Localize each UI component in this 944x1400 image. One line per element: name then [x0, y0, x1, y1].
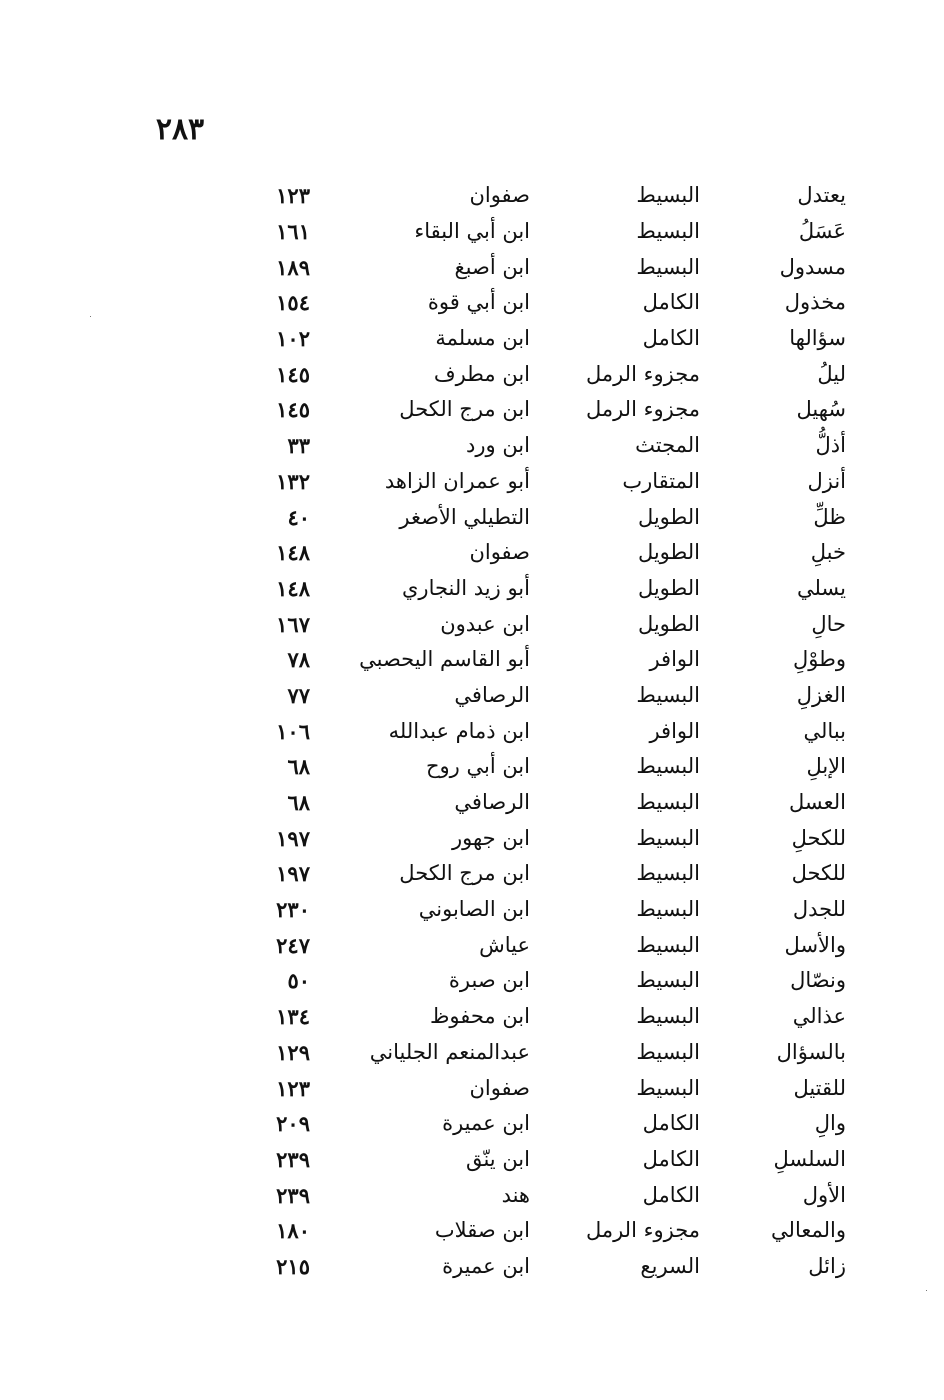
- poet-name: ابن مطرف: [433, 361, 530, 386]
- page-reference: ٢٤٧: [276, 932, 310, 958]
- meter-name: البسيط: [636, 183, 700, 208]
- rhyme-word: العسل: [788, 790, 846, 815]
- poet-name: ابن الصابوني: [418, 897, 530, 922]
- meter-name: البسيط: [636, 897, 700, 922]
- rhyme-word: للكحل: [791, 861, 846, 886]
- rhyme-word: مخذول: [784, 290, 846, 315]
- page-reference: ١٨٩: [276, 254, 310, 280]
- rhyme-word: عَسَلُ: [798, 219, 846, 244]
- poet-name: أبو زيد النجاري: [402, 575, 530, 600]
- meter-name: الطويل: [637, 504, 700, 529]
- rhyme-word: سُهيل: [796, 397, 846, 422]
- rhyme-word: خبلِ: [810, 540, 846, 565]
- meter-name: البسيط: [636, 682, 700, 707]
- meter-name: السريع: [640, 1253, 700, 1278]
- table-row: [200, 749, 860, 785]
- meter-name: الوافر: [649, 718, 700, 743]
- page-reference: ١٢٩: [276, 1039, 310, 1065]
- table-row: [200, 285, 860, 321]
- poet-name: ابن أبي روح: [425, 754, 530, 779]
- page-reference: ١٢٣: [276, 183, 310, 209]
- meter-name: مجزوء الرمل: [585, 361, 700, 386]
- poet-name: ابن صقلاب: [434, 1218, 530, 1243]
- poet-name: أبو عمران الزاهد: [384, 468, 530, 493]
- table-row: [200, 820, 860, 856]
- poet-name: الرصافي: [454, 682, 530, 707]
- page-reference: ٧٨: [287, 647, 310, 673]
- meter-name: البسيط: [636, 254, 700, 279]
- page-reference: ٧٧: [287, 682, 310, 708]
- page-reference: ٣٣: [287, 433, 310, 459]
- rhyme-word: للجدل: [792, 897, 846, 922]
- page-reference: ١٤٥: [276, 397, 310, 423]
- poet-name: ابن عميرة: [442, 1253, 530, 1278]
- table-row: [200, 713, 860, 749]
- table-row: [200, 892, 860, 928]
- page-reference: ٢١٥: [276, 1253, 310, 1279]
- poet-name: عياش: [479, 932, 530, 957]
- rhyme-word: وطوْلِ: [793, 647, 846, 672]
- meter-name: البسيط: [636, 1039, 700, 1064]
- rhyme-word: ببالي: [803, 718, 846, 743]
- rhyme-word: الغزلِ: [796, 682, 846, 707]
- rhyme-word: بالسؤال: [776, 1039, 846, 1064]
- meter-name: الطويل: [637, 540, 700, 565]
- rhyme-word: ونصّال: [790, 968, 846, 993]
- table-row: [200, 249, 860, 285]
- page-reference: ١٠٢: [276, 326, 310, 352]
- meter-name: الكامل: [642, 1182, 700, 1207]
- meter-name: مجزوء الرمل: [585, 397, 700, 422]
- page-reference: ١٤٨: [276, 575, 310, 601]
- table-row: [200, 428, 860, 464]
- table-row: [200, 606, 860, 642]
- rhyme-index-table: [200, 178, 860, 1284]
- rhyme-word: والأسل: [784, 932, 846, 957]
- rhyme-word: أذلُّ: [815, 433, 846, 458]
- table-row: [200, 214, 860, 250]
- table-row: [200, 856, 860, 892]
- table-row: [200, 499, 860, 535]
- rhyme-word: حالِ: [811, 611, 846, 636]
- table-row: [200, 999, 860, 1035]
- poet-name: ابن عبدون: [440, 611, 530, 636]
- rhyme-word: للكحلِ: [791, 825, 846, 850]
- meter-name: الكامل: [642, 290, 700, 315]
- poet-name: ابن عميرة: [442, 1111, 530, 1136]
- poet-name: ابن ينّق: [465, 1146, 530, 1171]
- meter-name: المجتث: [635, 433, 700, 458]
- page-reference: ١٥٤: [276, 290, 310, 316]
- rhyme-word: مسدول: [779, 254, 846, 279]
- page-reference: ١٤٥: [276, 361, 310, 387]
- meter-name: البسيط: [636, 825, 700, 850]
- page-reference: ٦٨: [287, 790, 310, 816]
- poet-name: ابن أصبغ: [454, 254, 530, 279]
- rhyme-word: الإبلِ: [806, 754, 846, 779]
- table-row: [200, 321, 860, 357]
- poet-name: ابن ورد: [466, 433, 530, 458]
- meter-name: الكامل: [642, 1111, 700, 1136]
- poet-name: ابن مرج الكحل: [399, 861, 530, 886]
- page-reference: ١٣٤: [276, 1004, 310, 1030]
- page-reference: ١٨٠: [276, 1218, 310, 1244]
- rhyme-word: عذالي: [792, 1004, 846, 1029]
- rhyme-word: والِ: [814, 1111, 846, 1136]
- table-row: [200, 1213, 860, 1249]
- meter-name: البسيط: [636, 754, 700, 779]
- page-reference: ٤٠: [287, 504, 310, 530]
- meter-name: البسيط: [636, 219, 700, 244]
- page-reference: ١٩٧: [276, 861, 310, 887]
- table-row: [200, 178, 860, 214]
- meter-name: البسيط: [636, 968, 700, 993]
- page-reference: ٢٣٩: [276, 1182, 310, 1208]
- table-row: [200, 1249, 860, 1285]
- poet-name: الرصافي: [454, 790, 530, 815]
- meter-name: البسيط: [636, 1075, 700, 1100]
- page-reference: ١٦١: [276, 219, 310, 245]
- table-row: [200, 785, 860, 821]
- meter-name: الطويل: [637, 611, 700, 636]
- poet-name: صفوان: [469, 1075, 530, 1100]
- poet-name: ابن محفوظ: [429, 1004, 530, 1029]
- meter-name: الوافر: [649, 647, 700, 672]
- meter-name: الكامل: [642, 1146, 700, 1171]
- page-reference: ١٤٨: [276, 540, 310, 566]
- page-reference: ٢٣٩: [276, 1146, 310, 1172]
- poet-name: صفوان: [469, 183, 530, 208]
- page-reference: ١٠٦: [276, 718, 310, 744]
- rhyme-word: يسلي: [796, 575, 846, 600]
- rhyme-word: ظلِّ: [813, 504, 846, 529]
- meter-name: مجزوء الرمل: [585, 1218, 700, 1243]
- table-row: [200, 1142, 860, 1178]
- rhyme-word: سؤالها: [789, 326, 846, 351]
- page-reference: ١٩٧: [276, 825, 310, 851]
- rhyme-word: أنزل: [807, 468, 846, 493]
- poet-name: ابن ذمام عبدالله: [388, 718, 530, 743]
- meter-name: البسيط: [636, 932, 700, 957]
- rhyme-word: للقتيل: [793, 1075, 846, 1100]
- meter-name: البسيط: [636, 861, 700, 886]
- rhyme-word: الأول: [802, 1182, 846, 1207]
- poet-name: ابن مرج الكحل: [399, 397, 530, 422]
- page-reference: ٢٠٩: [276, 1111, 310, 1137]
- poet-name: أبو القاسم اليحصبي: [359, 647, 530, 672]
- poet-name: ابن أبي البقاء: [414, 219, 530, 244]
- table-row: [200, 1070, 860, 1106]
- table-row: [200, 535, 860, 571]
- page-number: ٢٨٣: [155, 112, 205, 147]
- meter-name: البسيط: [636, 1004, 700, 1029]
- meter-name: المتقارب: [622, 468, 700, 493]
- poet-name: ابن أبي قوة: [427, 290, 530, 315]
- rhyme-word: زائل: [808, 1253, 846, 1278]
- meter-name: الطويل: [637, 575, 700, 600]
- meter-name: البسيط: [636, 790, 700, 815]
- rhyme-word: السلسلِ: [773, 1146, 846, 1171]
- page-reference: ١٦٧: [276, 611, 310, 637]
- poet-name: ابن جهور: [452, 825, 530, 850]
- table-row: [200, 571, 860, 607]
- page-reference: ١٣٢: [276, 468, 310, 494]
- poet-name: صفوان: [469, 540, 530, 565]
- page-reference: ٥٠: [287, 968, 310, 994]
- poet-name: ابن مسلمة: [435, 326, 530, 351]
- table-row: [200, 963, 860, 999]
- page-reference: ٦٨: [287, 754, 310, 780]
- poet-name: هند: [501, 1182, 530, 1207]
- table-row: [200, 356, 860, 392]
- page-reference: ١٢٣: [276, 1075, 310, 1101]
- margin-mark-right: [926, 1290, 927, 1291]
- table-row: [200, 642, 860, 678]
- poet-name: التطيلي الأصغر: [399, 504, 530, 529]
- table-row: [200, 392, 860, 428]
- rhyme-word: والمعالي: [771, 1218, 846, 1243]
- table-row: [200, 1177, 860, 1213]
- table-row: [200, 678, 860, 714]
- page-reference: ٢٣٠: [276, 897, 310, 923]
- poet-name: ابن صبرة: [448, 968, 530, 993]
- table-row: [200, 464, 860, 500]
- rhyme-word: ليلُ: [817, 361, 846, 386]
- table-row: [200, 927, 860, 963]
- table-row: [200, 1035, 860, 1071]
- poet-name: عبدالمنعم الجلياني: [369, 1039, 530, 1064]
- rhyme-word: يعتدل: [797, 183, 846, 208]
- meter-name: الكامل: [642, 326, 700, 351]
- margin-mark-left: [90, 316, 91, 317]
- table-row: [200, 1106, 860, 1142]
